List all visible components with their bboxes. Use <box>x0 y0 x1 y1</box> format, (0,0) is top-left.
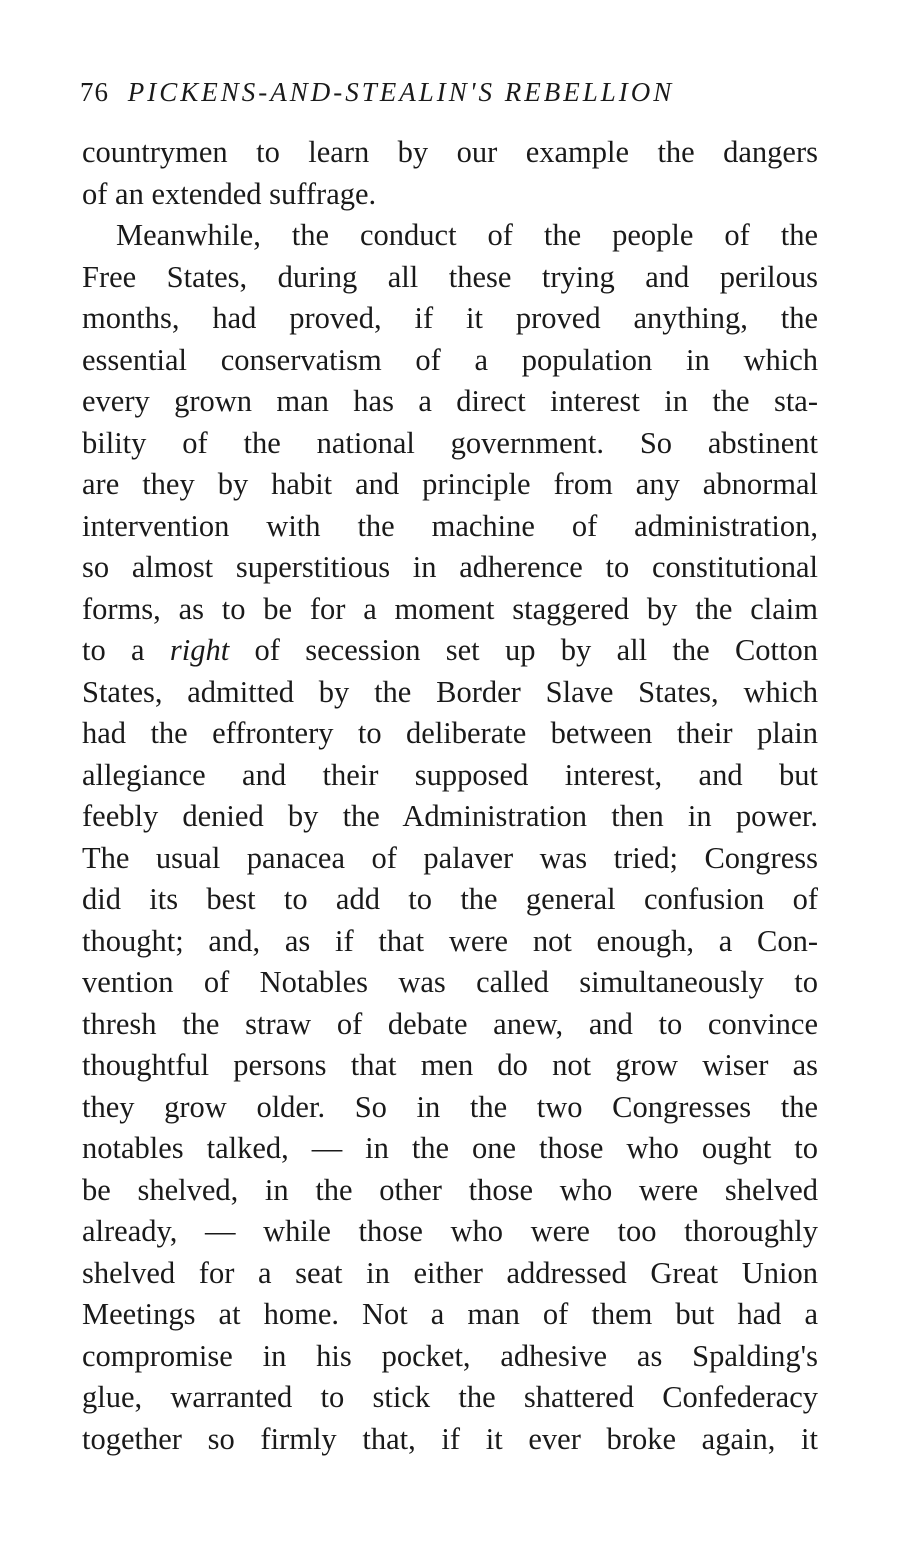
text-line: are they by habit and principle from any abnormal <box>82 467 818 501</box>
page-number: 76 <box>80 77 109 107</box>
running-title: PICKENS-AND-STEALIN'S REBELLION <box>127 77 675 107</box>
text-line: of an extended suffrage. <box>82 176 377 211</box>
text-line: shelved for a seat in either addressed Great Union <box>82 1255 818 1290</box>
text-line: essential conservatism of a population in which <box>82 342 818 377</box>
text-line: States, admitted by the Border Slave States, which <box>82 674 818 709</box>
text-line: did its best to add to the general confusion of <box>82 882 818 916</box>
text-line: Meetings at home. Not a man of them but had a <box>82 1297 818 1331</box>
body-text <box>82 132 818 1460</box>
text-line: thought; and, as if that were not enough, a Con- <box>82 923 818 958</box>
emphasized-word: right <box>169 633 230 667</box>
text-segment: to a <box>82 633 170 667</box>
text-line: months, had proved, if it proved anything, the <box>82 301 818 335</box>
text-line: allegiance and their supposed interest, and but <box>82 757 818 792</box>
text-line: be shelved, in the other those who were shelved <box>82 1172 818 1207</box>
text-line: thoughtful persons that men do not grow wiser as <box>82 1048 818 1082</box>
text-line: feebly denied by the Administration then in power. <box>82 799 818 833</box>
running-head <box>80 72 820 112</box>
text-line: already, — while those who were too thoroughly <box>82 1214 818 1248</box>
text-line: together so firmly that, if it ever broke again, it <box>82 1421 818 1456</box>
text-segment: of secession set up by all the Cotton <box>229 633 818 667</box>
text-line: bility of the national government. So abstinent <box>82 425 818 460</box>
text-line-with-emphasis <box>82 630 818 672</box>
text-line: forms, as to be for a moment staggered by the claim <box>82 591 818 626</box>
text-line: glue, warranted to stick the shattered Confederacy <box>82 1380 818 1414</box>
paragraph-first-line: Meanwhile, the conduct of the people of the <box>116 218 818 252</box>
text-line: The usual panacea of palaver was tried; Congress <box>82 840 818 875</box>
text-line: they grow older. So in the two Congresses the <box>82 1089 818 1124</box>
text-line: compromise in his pocket, adhesive as Spalding's <box>82 1338 818 1373</box>
text-line: countrymen to learn by our example the dangers <box>82 135 818 169</box>
text-line: had the effrontery to deliberate between their plain <box>82 716 818 750</box>
text-line: thresh the straw of debate anew, and to convince <box>82 1006 818 1041</box>
text-line: Free States, during all these trying and perilous <box>82 259 818 294</box>
text-line: so almost superstitious in adherence to constitutional <box>82 550 818 584</box>
text-line: intervention with the machine of administration, <box>82 508 818 543</box>
text-line: vention of Notables was called simultaneously to <box>82 965 818 999</box>
text-line: notables talked, — in the one those who ought to <box>82 1131 818 1165</box>
text-line: every grown man has a direct interest in the sta- <box>82 384 818 418</box>
